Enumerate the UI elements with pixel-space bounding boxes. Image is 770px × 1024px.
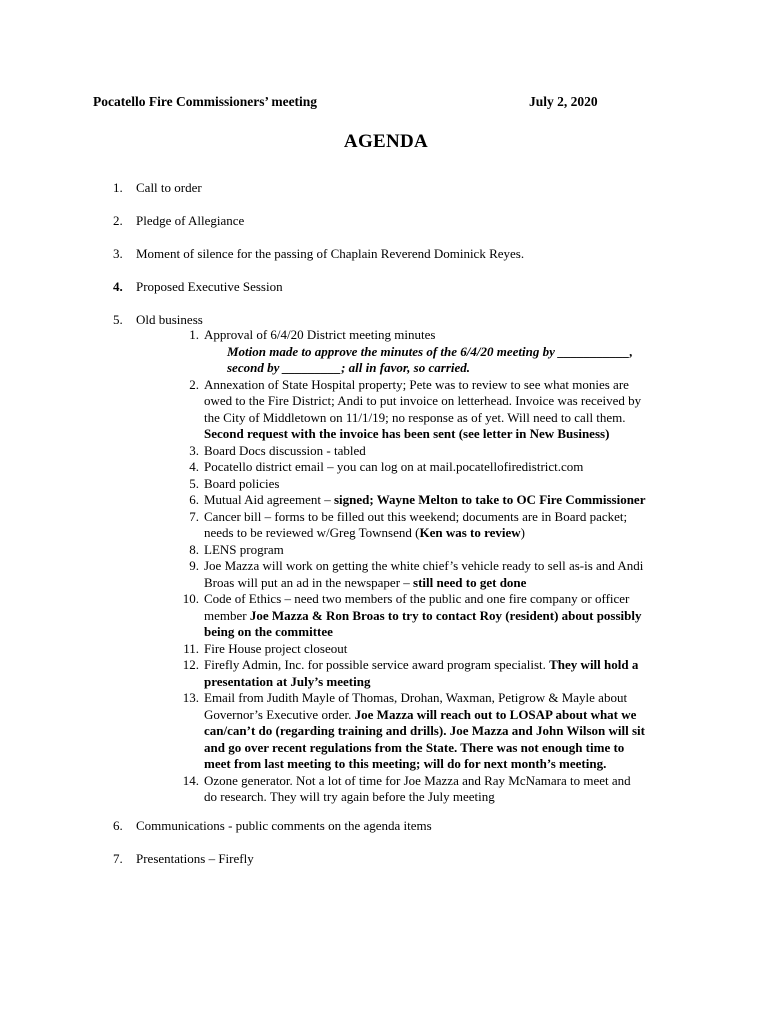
old-business-item: 6. Mutual Aid agreement – signed; Wayne Melton to take to OC Fire Commissioner: [189, 492, 646, 507]
old-business-item: 14. Ozone generator. Not a lot of time for Joe Mazza and Ray McNamara to meet and do research. They will try again before the July meeting: [182, 772, 631, 804]
old-business-list: [177, 327, 697, 806]
agenda-page: Pocatello Fire Commissioners’ meeting July 2, 2020 AGENDA 1. Call to order 2. Pledge of Allegiance 3. Moment of silence for the passing of Chaplain Reverend Dominick Reyes. 4. Proposed Executive Session 5. Old business 1. Approval of 6/4/20 District meeting minutes Motion made to approve the minutes of the 6/4/20 meeting by ___________, second by _________; all in favor, so carried. 2. Annexation of State Hospital property; Pete was to review to see what monies are owed to the Fire District; Andi to put invoice on letterhead. Invoice was received by the City of Middletown on 11/1/19; no response as of yet. Will need to call them. Second request with the invoice has been sent (see letter in New Business) 3. Board Docs discussion - tabled 4. Pocatello district email – you can log on at mail.pocatellofiredistrict.com 5. Board policies 6. Mutual Aid agreement – signed; Wayne Melton to take to OC Fire Commissioner 7. Cancer bill – forms to be filled out this weekend; documents are in Board packet; needs to be reviewed w/Greg Townsend (Ken was to review) 8. LENS program 9. Joe Mazza will work on getting the white chief’s vehicle ready to sell as-is and Andi Broas will put an ad in the newspaper – still need to get done 10. Code of Ethics – need two members of the public and one fire company or officer member Joe Mazza & Ron Broas to try to contact Roy (resident) about possibly being on the committee 11. Fire House project closeout 12. Firefly Admin, Inc. for possible service award program specialist. They will hold a presentation at July’s meeting 13. Email from Judith Mayle of Thomas, Drohan, Waxman, Petigrow & Mayle about Governor’s Executive order. Joe Mazza will reach out to LOSAP about what we can/can’t do (regarding training and drills). Joe Mazza and John Wilson will sit and go over recent regulations from the State. There was not enough time to meet from last meeting to this meeting; will do for next month’s meeting. 14. Ozone generator. Not a lot of time for Joe Mazza and Ray McNamara to meet and do research. They will try again before the July meeting 6. Communications - public comments on the agenda items 7. Presentations – Firefly: [0, 0, 770, 1024]
meeting-date: July 2, 2020: [529, 94, 598, 109]
old-business-item: 8. LENS program: [189, 541, 284, 557]
old-business-item: 2. Annexation of State Hospital property; Pete was to review to see what monies are owed to the Fire District; Andi to put invoice on letterhead. Invoice was received by the City of Middletown on 11/1/19; no response as of yet. Will need to call them. Second request with the invoice has been sent (see letter in New Business): [189, 376, 642, 441]
old-business-item: 11. Fire House project closeout: [183, 640, 348, 656]
motion-text: Motion made to approve the minutes of the 6/4/20 meeting by ___________,: [227, 343, 633, 359]
old-business-item: 4. Pocatello district email – you can log on at mail.pocatellofiredistrict.com: [189, 459, 584, 474]
old-business-item: 9. Joe Mazza will work on getting the white chief’s vehicle ready to sell as-is and Andi Broas will put an ad in the newspaper – still need to get done: [189, 558, 644, 590]
meeting-title: Pocatello Fire Commissioners’ meeting: [93, 94, 318, 109]
old-business-item: 13. Email from Judith Mayle of Thomas, Drohan, Waxman, Petigrow & Mayle about Governor’s Executive order. Joe Mazza will reach out to LOSAP about what we can/can’t do (regarding training and drills). Joe Mazza and John Wilson will sit and go over recent regulations from the State. There was not enough time to meet from last meeting to this meeting; will do for next month’s meeting.: [182, 690, 645, 771]
agenda-title: AGENDA: [343, 131, 429, 152]
old-business-item: 7. Cancer bill – forms to be filled out this weekend; documents are in Board packet; needs to be reviewed w/Greg Townsend (Ken was to review): [189, 508, 628, 540]
old-business-item: 12. Firefly Admin, Inc. for possible service award program specialist. They will hold a presentation at July’s meeting: [182, 657, 639, 689]
old-business-item: 3. Board Docs discussion - tabled: [189, 442, 366, 458]
old-business-item: 10. Code of Ethics – need two members of the public and one fire company or officer member Joe Mazza & Ron Broas to try to contact Roy (resident) about possibly being on the committee: [182, 591, 642, 639]
old-business-item: 5. Board policies: [189, 475, 280, 491]
old-business-item: 1. Approval of 6/4/20 District meeting minutes Motion made to approve the minutes of the 6/4/20 meeting by ___________, second by _________; all in favor, so carried.: [177, 327, 697, 377]
